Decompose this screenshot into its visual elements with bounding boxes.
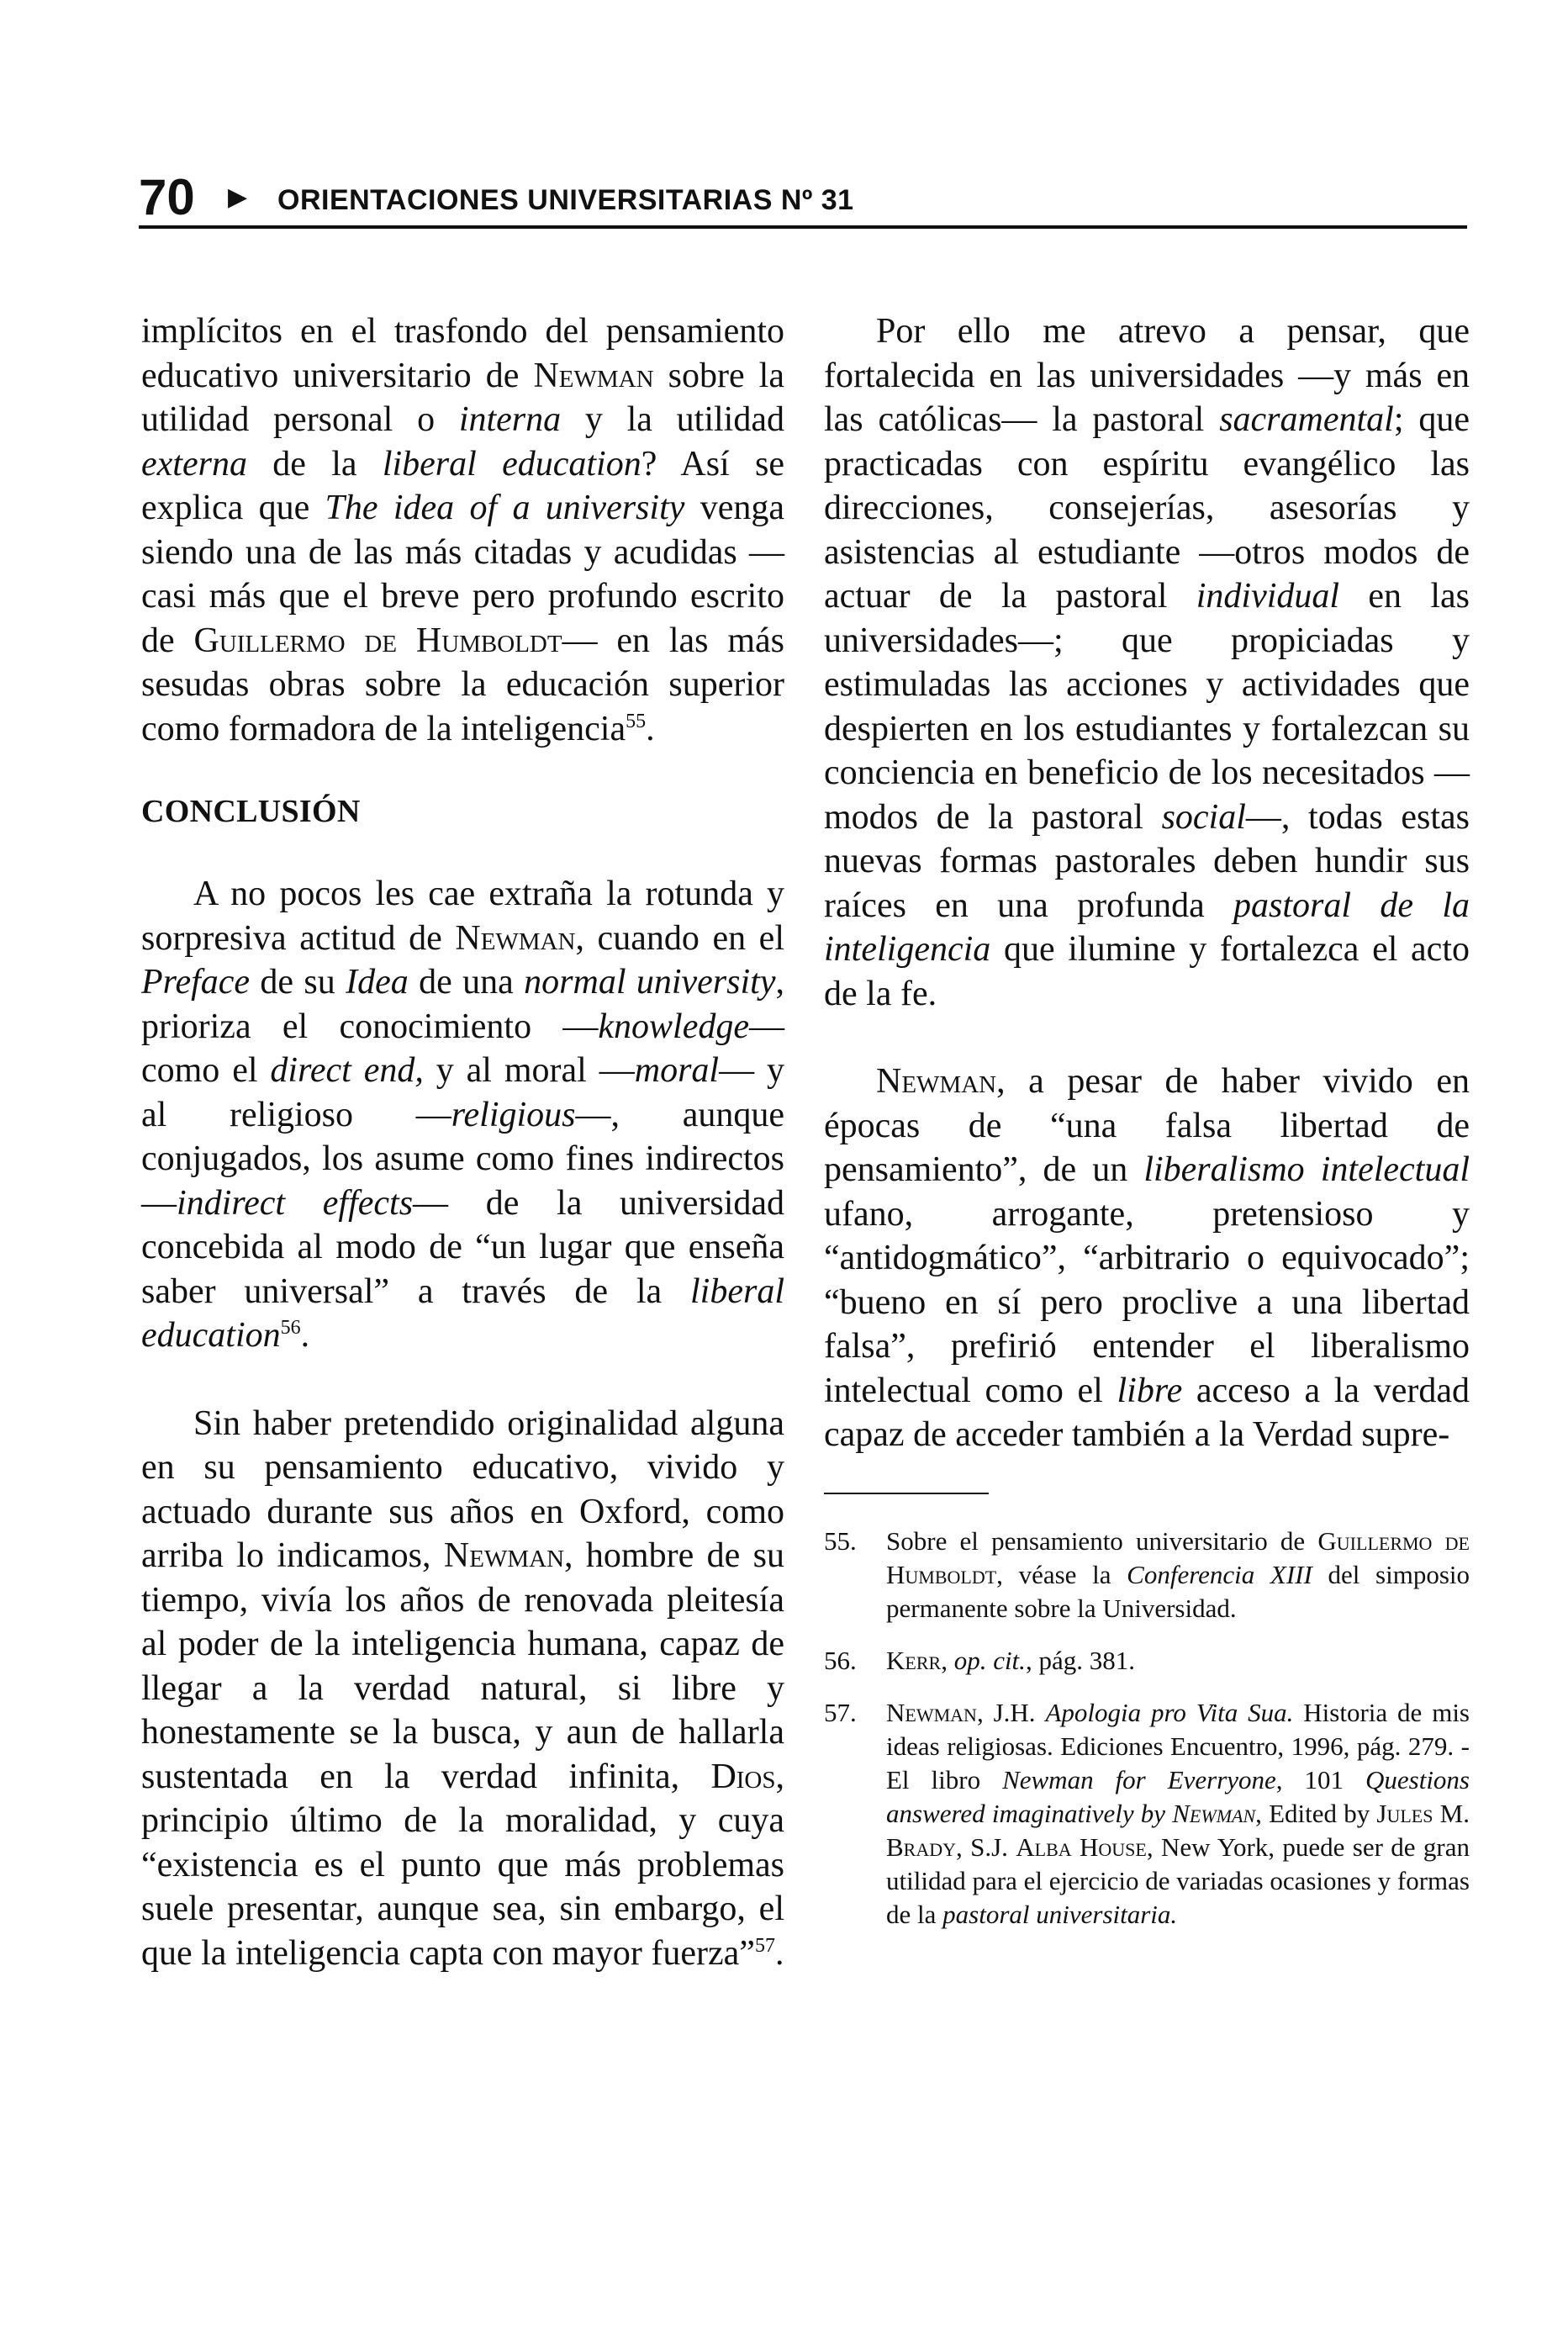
footnote-number: 57. <box>824 1697 857 1727</box>
emphasis: interna <box>458 400 562 439</box>
emphasis: externa <box>141 444 247 484</box>
proper-name: Dios <box>710 1757 776 1796</box>
text-run: y la utilidad <box>561 400 784 439</box>
journal-title: ORIENTACIONES UNIVERSITARIAS Nº 31 <box>277 184 854 216</box>
paragraph-gap <box>141 1358 784 1402</box>
paragraph-gap <box>824 1016 1470 1060</box>
emphasis: Preface <box>141 963 251 1002</box>
author-name: Brady <box>886 1831 957 1862</box>
text-run: Sobre el pensamiento universitario de <box>886 1525 1318 1556</box>
footnote-ref: 57 <box>754 1934 775 1957</box>
text-run: de su <box>250 963 346 1002</box>
author-name: Newman <box>876 1062 997 1101</box>
emphasis: indirect effects <box>177 1183 414 1223</box>
text-run: Por ello me atrevo a pensar, que fortalecida en las universidades —y más en las católicas— la pastoral <box>824 312 1470 439</box>
text-run: —, aunque conjugados, los asume como fines indirectos — <box>141 1095 784 1223</box>
author-name: Kerr <box>886 1645 942 1675</box>
text-run: , 101 <box>1275 1764 1365 1794</box>
author-name: Newman <box>533 356 654 395</box>
footnote-55 <box>824 1525 1470 1625</box>
page-number: 70 <box>139 169 195 225</box>
text-run: , a pesar de haber vivido en épocas de “una falsa libertad de pensamiento”, de un <box>824 1062 1470 1189</box>
text-run: . <box>646 709 655 748</box>
text-run: , véase la <box>996 1559 1127 1589</box>
text-run: — y al religioso — <box>141 1051 785 1134</box>
text-run: , S.J. <box>956 1831 1016 1862</box>
text-run: implícitos en el trasfondo del pensamiento educativo universitario de <box>141 312 784 395</box>
text-run: . <box>774 1933 784 1973</box>
emphasis: liberalismo intelectual <box>1143 1150 1470 1189</box>
text-run: ufano, arrogante, pretensioso y “antidogmático”, “arbitrario o equivocado”; “bueno en sí pero proclive a una libertad falsa”, prefirió entender el liberalismo intelectual como el <box>824 1194 1470 1410</box>
text-run: —, todas estas nuevas formas pastorales deben hundir sus raíces en una profunda <box>824 797 1470 925</box>
paragraph-conclusion-1 <box>141 872 784 1358</box>
book-title: Newman for Everryone <box>1002 1764 1276 1794</box>
footnote-ref: 55 <box>626 710 647 732</box>
text-run: Sin haber pretendido originalidad alguna en su pensamiento educativo, vivido y actuado durante sus años en Oxford, como arriba lo indicamos, <box>141 1403 784 1575</box>
text-run: de la <box>246 444 383 484</box>
emphasis: liberal education <box>141 1271 784 1355</box>
text-run: , principio último de la moralidad, y cuya “existencia es el punto que más problemas suele presentar, aunque sea, sin embargo, el que la inteligencia capta con mayor fuerza” <box>141 1757 784 1973</box>
footnote-57 <box>824 1696 1470 1932</box>
text-run: — de la universidad concebida al modo de “un lugar que enseña saber universal” a través de la <box>141 1183 785 1311</box>
text-run: venga siendo una de las más citadas y acudidas —casi más que el breve pero profundo escrito de <box>141 489 784 660</box>
text-run: A no pocos les cae extraña la rotunda y sorpresiva actitud de <box>141 875 784 958</box>
text-run: — en las más sesudas obras sobre la educación superior como formadora de la inteligencia <box>141 621 784 748</box>
author-name: Newman <box>886 1697 977 1727</box>
text-run: — como el <box>141 1007 784 1090</box>
author-name: Newman <box>443 1536 565 1575</box>
footnote-56 <box>824 1644 1470 1678</box>
text-run: acceso a la verdad capaz de acceder también a la Verdad supre- <box>824 1371 1470 1454</box>
publisher-name: Alba House <box>1016 1831 1147 1862</box>
text-run: ; que practicadas con espíritu evangélico las direcciones, consejerías, asesorías y asistencias al estudiante —otros modos de actuar de la pastoral <box>824 400 1470 616</box>
author-name: Jules <box>1376 1798 1433 1828</box>
emphasis: Conferencia XIII <box>1127 1559 1312 1589</box>
left-column <box>141 309 784 1975</box>
footnote-number: 56. <box>824 1645 857 1675</box>
arrow-right-icon: ▶ <box>228 182 248 212</box>
text-run: , hombre de su tiempo, vivía los años de renovada pleitesía al poder de la inteligencia humana, capaz de llegar a la verdad natural, si libre y honestamente se la busca, y aun de hallarla sustentada en la verdad infinita, <box>141 1536 784 1796</box>
paragraph-continuation <box>141 309 784 751</box>
text-run: Historia de mis ideas religiosas. Ediciones Encuentro, 1996, pág. 279. -El libro <box>886 1697 1470 1794</box>
author-name: Newman <box>1172 1798 1256 1828</box>
paragraph-conclusion-2 <box>141 1402 784 1976</box>
emphasis: normal university <box>524 963 776 1002</box>
text-run: M. <box>1433 1798 1470 1828</box>
emphasis: direct end, <box>270 1051 424 1090</box>
footnote-ref: 56 <box>280 1317 301 1339</box>
text-run: . <box>300 1316 310 1355</box>
paragraph-pastoral <box>824 309 1470 1016</box>
emphasis: op. cit. <box>953 1645 1026 1675</box>
book-title: Questions answered imaginatively by <box>886 1764 1470 1828</box>
text-run: y al moral — <box>423 1051 635 1090</box>
emphasis: Idea <box>346 963 409 1002</box>
header-rule <box>139 225 1467 229</box>
emphasis: individual <box>1196 577 1340 616</box>
emphasis: pastoral universitaria. <box>942 1899 1178 1929</box>
text-run: que ilumine y fortalezca el acto de la fe. <box>824 930 1470 1013</box>
text-run: , <box>941 1645 954 1675</box>
footnote-rule <box>824 1493 989 1494</box>
text-run: , pág. 381. <box>1025 1645 1135 1675</box>
footnote-number: 55. <box>824 1525 857 1556</box>
text-run: , cuando en el <box>575 918 784 958</box>
running-header <box>139 168 1467 227</box>
text-run: ? Así se explica que <box>141 444 784 527</box>
text-run: en las universidades—; que propiciadas y estimuladas las acciones y actividades que despierten en los estudiantes y fortalezcan su conciencia en beneficio de los necesitados —modos de la pastoral <box>824 577 1470 837</box>
right-column <box>824 309 1470 1950</box>
paragraph-liberalismo <box>824 1060 1470 1457</box>
emphasis: pastoral de la inteligencia <box>824 885 1470 969</box>
text-run: , Edited by <box>1255 1798 1377 1828</box>
text-run: de una <box>408 963 525 1002</box>
emphasis: sacramental <box>1219 400 1394 439</box>
text-run: , prioriza el conocimiento — <box>141 963 784 1046</box>
author-name: Guillermo de Humboldt <box>886 1525 1470 1589</box>
section-heading: CONCLUSIÓN <box>141 794 361 829</box>
text-run: , New York, puede ser de gran utilidad para el ejercicio de variadas ocasiones y formas de la <box>886 1831 1470 1929</box>
emphasis: social <box>1161 797 1246 837</box>
text-run: del simposio permanente sobre la Universidad. <box>886 1559 1470 1623</box>
text-run: , J.H. <box>976 1697 1046 1727</box>
emphasis: liberal education <box>382 444 641 484</box>
emphasis: religious <box>451 1095 576 1134</box>
emphasis: knowledge <box>598 1007 749 1046</box>
author-name: Newman <box>455 918 576 958</box>
book-title: The idea of a university <box>325 489 685 527</box>
emphasis: libre <box>1117 1371 1183 1410</box>
author-name: Guillermo de Humboldt <box>193 621 562 660</box>
text-run: sobre la utilidad personal o <box>141 356 784 439</box>
emphasis: moral <box>634 1051 720 1090</box>
book-title: Apologia pro Vita Sua. <box>1045 1697 1294 1727</box>
